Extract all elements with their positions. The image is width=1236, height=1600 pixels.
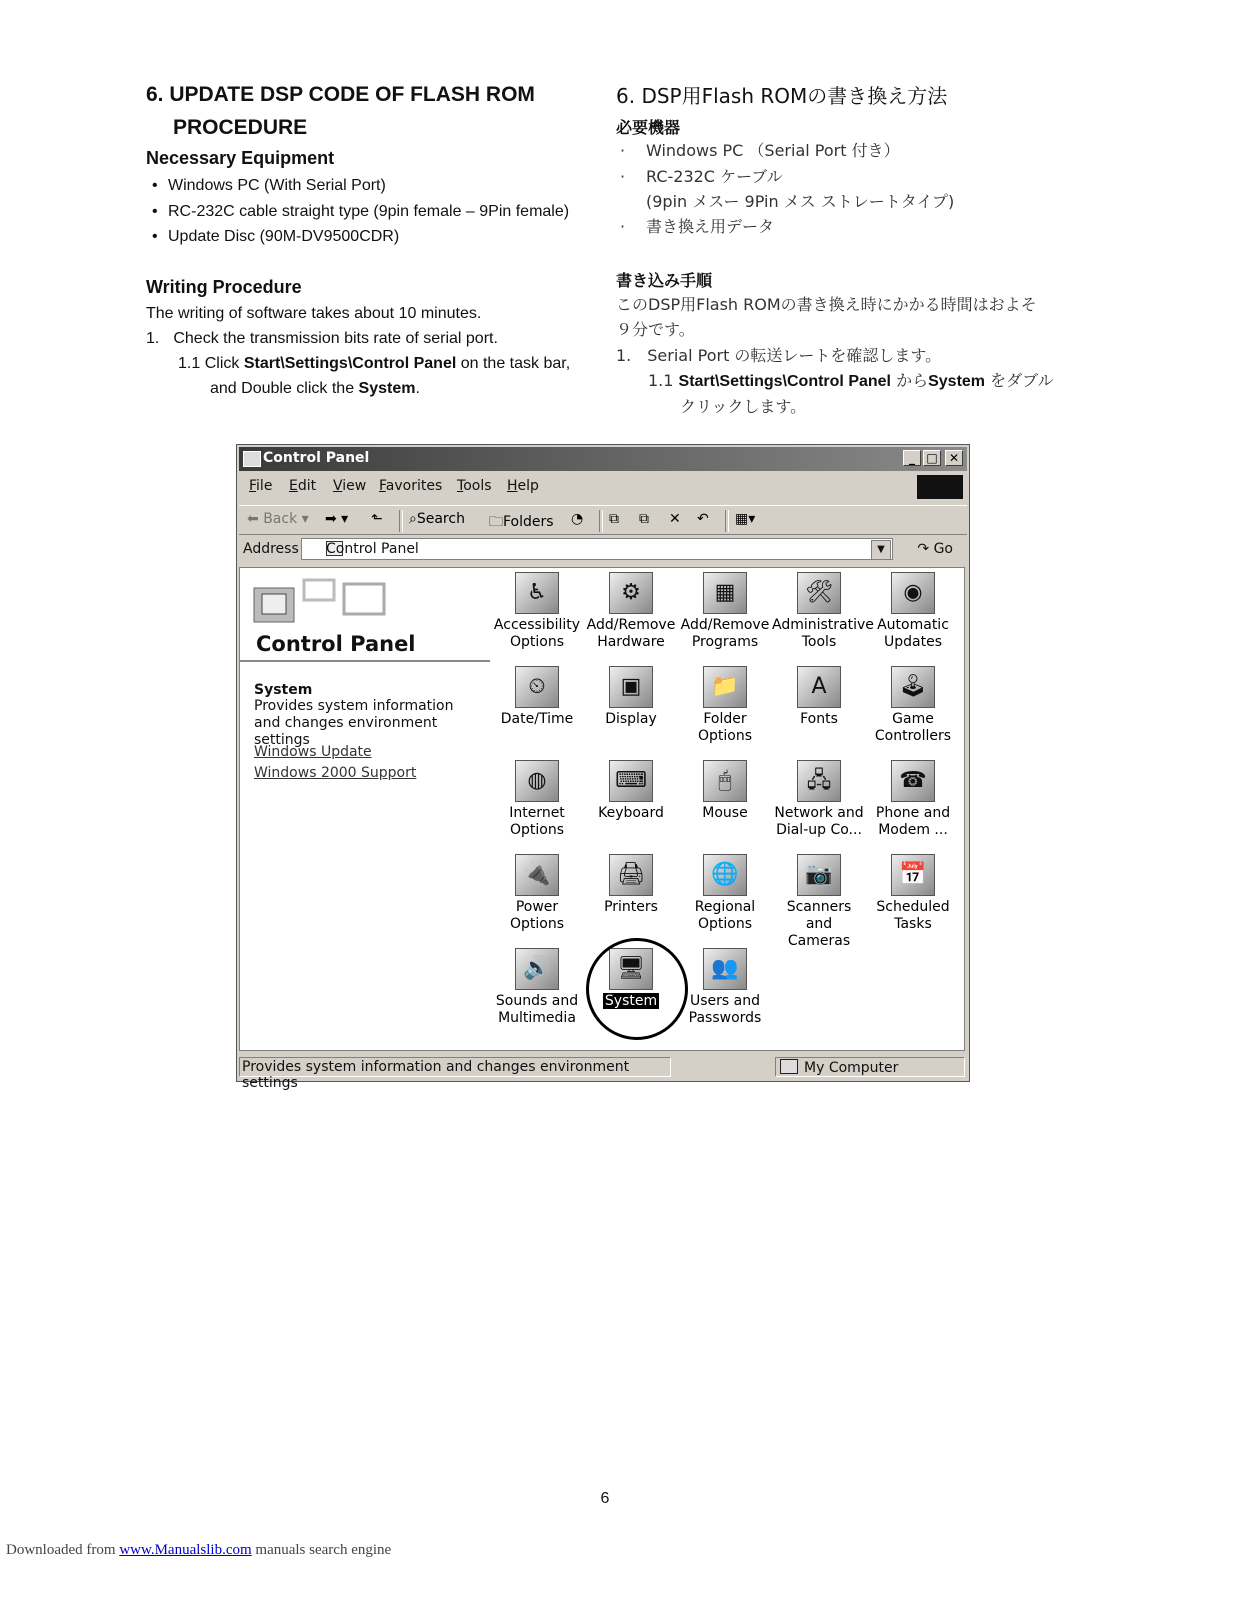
icon-label: Phone and <box>875 805 951 821</box>
step1-jp: 1. Serial Port の転送レートを確認します。 <box>616 346 942 365</box>
list-item: • Windows PC (With Serial Port) <box>146 173 606 199</box>
title-bar <box>239 447 967 471</box>
date-time-icon: ⏲ <box>515 666 559 708</box>
accessibility-item[interactable] <box>490 572 584 651</box>
icon-label: Date/Time <box>500 711 574 727</box>
icon-label: Regional <box>694 899 756 915</box>
minimize-icon[interactable]: _ <box>903 450 921 466</box>
display-item[interactable] <box>584 666 678 728</box>
search-button[interactable]: ⌕Search <box>409 511 465 527</box>
icon-label: Modem ... <box>878 822 948 838</box>
icon-label: Sounds and <box>495 993 579 1009</box>
system-icon: 🖥 <box>609 948 653 990</box>
address-bar <box>239 537 967 563</box>
step11-en: 1.1 Click Start\Settings\Control Panel on the task bar, and Double click the System. <box>178 355 571 397</box>
add-remove-programs-item[interactable] <box>678 572 772 651</box>
equipment-title-en: Necessary Equipment <box>146 148 335 168</box>
footer: Downloaded from www.Manualslib.com manuals search engine <box>6 1542 392 1558</box>
writing-title-jp: 書き込み手順 <box>616 271 713 290</box>
chevron-down-icon[interactable]: ▼ <box>871 540 891 560</box>
list-item: • RC-232C cable straight type (9pin female – 9Pin female) <box>146 199 606 225</box>
sounds-multimedia-item[interactable] <box>490 948 584 1027</box>
my-computer-icon <box>780 1059 798 1074</box>
network-dialup-item[interactable] <box>772 760 866 839</box>
icon-label: Cameras <box>787 933 851 949</box>
control-panel-window <box>236 444 970 1091</box>
icon-label: Hardware <box>597 634 665 650</box>
up-folder-icon[interactable]: ⬑ <box>371 511 383 527</box>
move-to-icon[interactable]: ⧉ <box>609 511 619 527</box>
fonts-item[interactable] <box>772 666 866 728</box>
icon-label: Internet <box>509 805 565 821</box>
icon-label: Game <box>892 711 934 727</box>
manualslib-link[interactable]: www.Manualslib.com <box>119 1542 252 1558</box>
scanners-cameras-item[interactable] <box>772 854 866 950</box>
views-icon[interactable]: ▦▾ <box>735 511 756 527</box>
game-controllers-icon: 🕹 <box>891 666 935 708</box>
icon-label: Accessibility <box>493 617 581 633</box>
network-dialup-icon: 🖧 <box>797 760 841 802</box>
users-passwords-icon: 👥 <box>703 948 747 990</box>
fonts-icon: A <box>797 666 841 708</box>
undo-icon[interactable]: ↶ <box>697 511 709 527</box>
status-zone: My Computer <box>775 1057 965 1077</box>
regional-options-icon: 🌐 <box>703 854 747 896</box>
window-title: Control Panel <box>263 450 370 466</box>
icon-label: Display <box>605 711 657 727</box>
users-passwords-item[interactable] <box>678 948 772 1027</box>
equipment-list-jp <box>616 138 1076 189</box>
go-arrow-icon: ↷ <box>917 541 930 557</box>
highlight-circle <box>586 938 688 1040</box>
add-remove-hardware-icon: ⚙ <box>609 572 653 614</box>
automatic-updates-icon: ◉ <box>891 572 935 614</box>
icon-label: Programs <box>691 634 759 650</box>
equipment-list-en <box>146 173 606 250</box>
selected-item-desc: Provides system information and changes environment settings <box>254 698 454 748</box>
history-icon[interactable]: ◔ <box>571 511 584 527</box>
windows-2000-support-link[interactable]: Windows 2000 Support <box>254 765 417 781</box>
icon-label: Scheduled <box>876 899 950 915</box>
game-controllers-item[interactable] <box>866 666 960 745</box>
search-icon: ⌕ <box>409 511 417 527</box>
icon-label: System <box>604 993 658 1009</box>
scheduled-tasks-item[interactable] <box>866 854 960 933</box>
step11-jp: 1.1 Start\Settings\Control Panel からSystem をダブル クリックします。 <box>648 371 1054 416</box>
date-time-item[interactable] <box>490 666 584 728</box>
icon-label: Administrative <box>772 617 874 633</box>
address-input[interactable]: Control Panel ▼ <box>301 538 893 560</box>
list-item: • Update Disc (90M-DV9500CDR) <box>146 224 606 250</box>
toolbar <box>239 505 967 535</box>
scanners-cameras-icon: 📷 <box>797 854 841 896</box>
status-text: Provides system information and changes environment settings <box>239 1057 671 1077</box>
keyboard-item[interactable] <box>584 760 678 822</box>
icon-label: Options <box>509 634 565 650</box>
folders-button[interactable]: 🗀Folders <box>489 514 554 530</box>
administrative-tools-item[interactable] <box>772 572 874 651</box>
control-panel-banner-icon <box>244 574 394 626</box>
close-icon[interactable]: ✕ <box>945 450 963 466</box>
display-icon: ▣ <box>609 666 653 708</box>
icon-label: Printers <box>604 899 658 915</box>
content-pane <box>239 567 965 1051</box>
regional-options-item[interactable] <box>678 854 772 933</box>
icon-label: Options <box>509 822 565 838</box>
maximize-icon[interactable]: □ <box>923 450 941 466</box>
list-item: · 書き換え用データ <box>616 214 1076 240</box>
icon-label: Mouse <box>702 805 748 821</box>
selected-item-name: System <box>254 682 313 698</box>
folders-icon: 🗀 <box>489 514 503 530</box>
add-remove-programs-icon: ▦ <box>703 572 747 614</box>
printers-item[interactable] <box>584 854 678 916</box>
icon-label: Passwords <box>688 1010 762 1026</box>
icon-label: Automatic <box>877 617 949 633</box>
list-item: · Windows PC （Serial Port 付き） <box>616 138 1076 164</box>
equipment-list-jp-2 <box>616 214 1076 240</box>
step1-en: 1. Check the transmission bits rate of serial port. <box>146 330 498 347</box>
windows-logo-icon <box>917 475 963 499</box>
control-panel-icon <box>243 451 261 467</box>
add-remove-hardware-item[interactable] <box>584 572 678 651</box>
cable-note-jp: (9pin メスー 9Pin メス ストレートタイプ) <box>646 192 955 211</box>
icon-label: Tools <box>801 634 837 650</box>
status-bar <box>239 1055 967 1091</box>
copy-to-icon[interactable]: ⧉ <box>639 511 649 527</box>
menu-favorites[interactable]: Favorites <box>379 478 443 494</box>
delete-icon[interactable]: ✕ <box>669 511 681 527</box>
writing-intro-jp: このDSP用Flash ROMの書き換え時にかかる時間はおよそ ９分です。 <box>616 295 1037 339</box>
writing-title-en: Writing Procedure <box>146 277 302 297</box>
icon-label: Add/Remove <box>586 617 676 633</box>
printers-icon: 🖨 <box>609 854 653 896</box>
divider <box>240 660 490 662</box>
heading-jp: 6. DSP用Flash ROMの書き換え方法 <box>616 84 948 108</box>
menu-file[interactable]: File <box>249 478 273 494</box>
icon-label: Add/Remove <box>680 617 770 633</box>
keyboard-icon: ⌨ <box>609 760 653 802</box>
icon-label: Users and <box>690 993 760 1009</box>
icon-label: Network and <box>774 805 864 821</box>
list-item: · RC-232C ケーブル <box>616 164 1076 190</box>
menu-tools[interactable]: Tools <box>457 478 492 494</box>
icon-label: Folder Options <box>697 711 753 744</box>
equipment-title-jp: 必要機器 <box>616 118 681 137</box>
power-options-item[interactable] <box>490 854 584 933</box>
icon-label: Multimedia <box>498 1010 576 1026</box>
back-button[interactable]: ⬅ Back ▾ <box>247 511 309 527</box>
menu-bar <box>239 475 967 499</box>
address-label: Address <box>243 541 299 557</box>
icon-label: Tasks <box>894 916 932 932</box>
administrative-tools-icon: 🛠 <box>797 572 841 614</box>
accessibility-icon: ♿ <box>515 572 559 614</box>
heading-en: 6. UPDATE DSP CODE OF FLASH ROM PROCEDURE <box>146 83 535 139</box>
power-options-icon: 🔌 <box>515 854 559 896</box>
panel-title: Control Panel <box>256 632 416 656</box>
writing-intro-en: The writing of software takes about 10 minutes. <box>146 305 482 322</box>
forward-button[interactable]: ➡ ▾ <box>325 511 349 527</box>
sounds-multimedia-icon: 🔊 <box>515 948 559 990</box>
icon-label: Controllers <box>874 728 952 744</box>
icon-label: Power Options <box>509 899 565 932</box>
icon-label: Keyboard <box>598 805 664 821</box>
icon-label: Dial-up Co... <box>776 822 862 838</box>
internet-options-icon: ◍ <box>515 760 559 802</box>
menu-edit[interactable]: Edit <box>289 478 317 494</box>
icon-label: Updates <box>884 634 942 650</box>
icon-label: Fonts <box>800 711 838 727</box>
folder-options-icon: 📁 <box>703 666 747 708</box>
menu-help[interactable]: Help <box>507 478 539 494</box>
folder-options-item[interactable] <box>678 666 772 745</box>
icon-label: Options <box>697 916 753 932</box>
go-button[interactable]: ↷ Go <box>917 541 953 557</box>
mouse-item[interactable] <box>678 760 772 822</box>
windows-update-link[interactable]: Windows Update <box>254 744 372 760</box>
internet-options-item[interactable] <box>490 760 584 839</box>
phone-modem-icon: ☎ <box>891 760 935 802</box>
mouse-icon: 🖱 <box>703 760 747 802</box>
scheduled-tasks-icon: 📅 <box>891 854 935 896</box>
back-arrow-icon: ⬅ <box>247 511 259 527</box>
page-number: 6 <box>600 1490 610 1507</box>
automatic-updates-item[interactable] <box>866 572 960 651</box>
phone-modem-item[interactable] <box>866 760 960 839</box>
icon-label: Scanners and <box>786 899 852 932</box>
menu-view[interactable]: View <box>333 478 367 494</box>
